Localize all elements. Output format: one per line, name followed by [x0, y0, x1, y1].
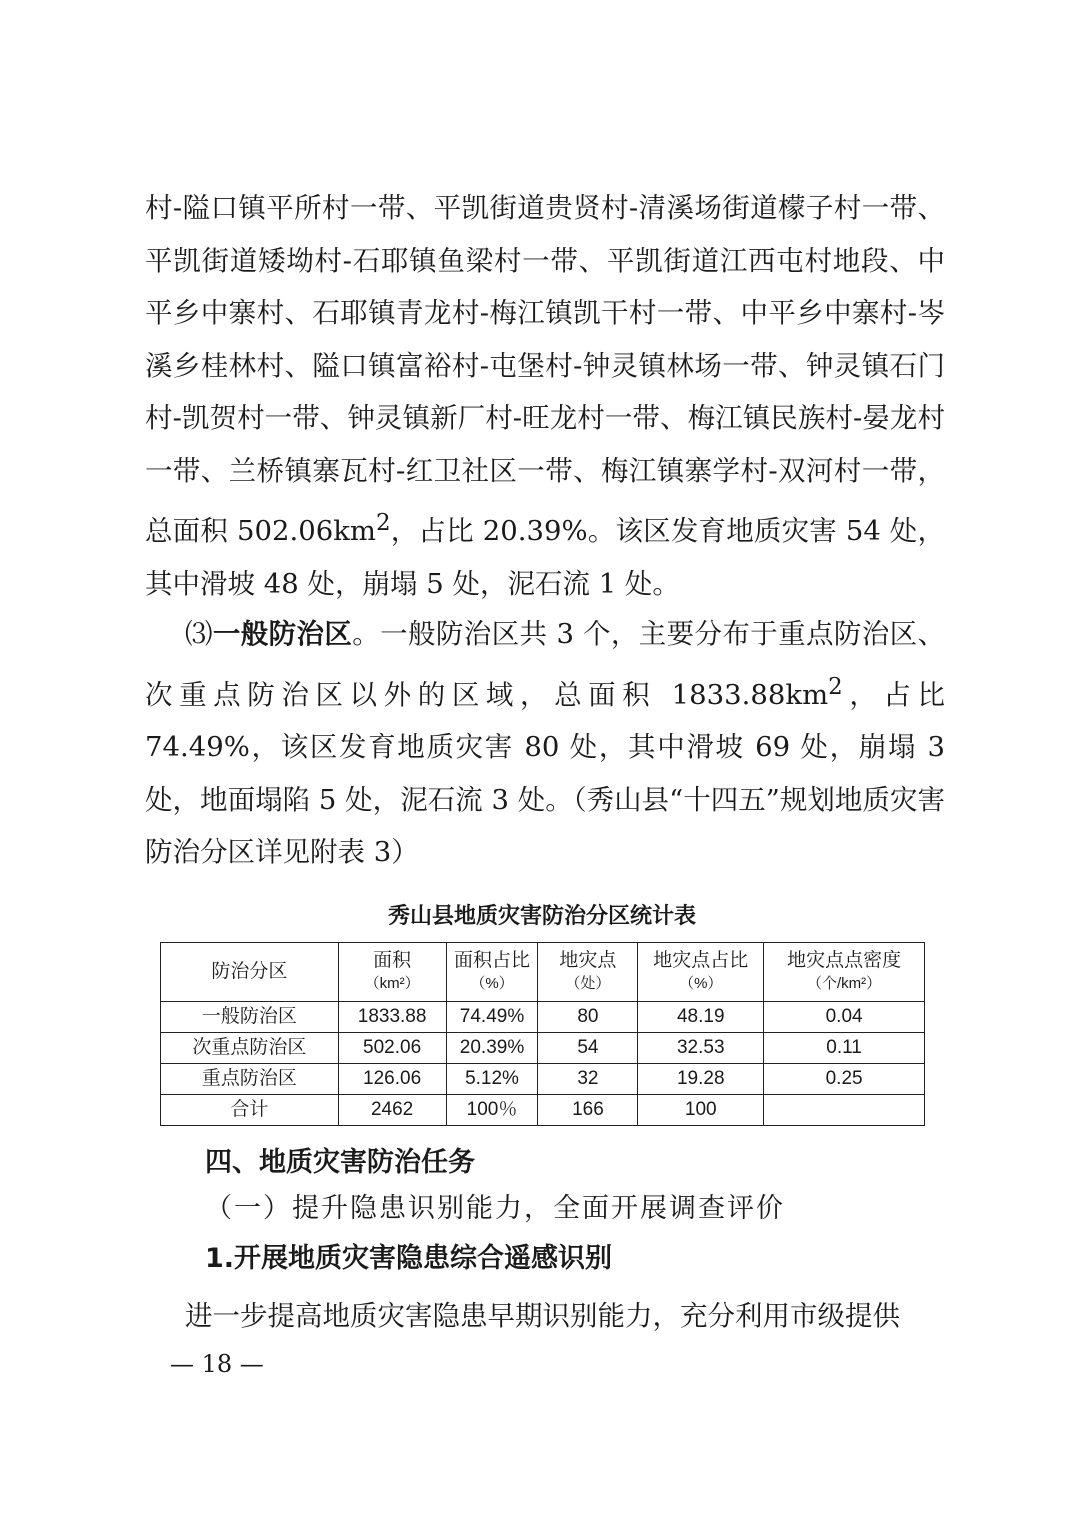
header-area: 面积 （km²） [338, 943, 446, 1002]
header-area-ratio: 面积占比 （%） [446, 943, 538, 1002]
table-cell: 0.11 [764, 1033, 925, 1064]
table-cell: 100 [638, 1095, 764, 1126]
paragraph-text: 进一步提高地质灾害隐患早期识别能力，充分利用市级提供 [185, 1300, 900, 1332]
table-cell: 166 [538, 1095, 638, 1126]
paragraph-secondary-zone [145, 182, 945, 610]
table-cell: 重点防治区 [161, 1064, 339, 1095]
list-marker: ⑶ [185, 618, 213, 650]
table-cell: 32 [538, 1064, 638, 1095]
paragraph-general-zone [145, 608, 945, 879]
table-cell: 54 [538, 1033, 638, 1064]
table-cell: 502.06 [338, 1033, 446, 1064]
table-row [161, 1033, 925, 1064]
table-row [161, 1002, 925, 1033]
table-cell: 100％ [446, 1095, 538, 1126]
header-hazard-density: 地灾点点密度 （个/km²） [764, 943, 925, 1002]
table-cell: 19.28 [638, 1064, 764, 1095]
table-cell: 次重点防治区 [161, 1033, 339, 1064]
paragraph-text: ，占比 20.39%。该区发育地质灾害 54 处，其中滑坡 48 处，崩塌 5 处，泥石流 1 处。 [145, 515, 945, 600]
table-cell: 48.19 [638, 1002, 764, 1033]
header-zone: 防治分区 [161, 943, 339, 1002]
header-hazard-ratio: 地灾点占比 （%） [638, 943, 764, 1002]
table-row-total [161, 1095, 925, 1126]
header-hazard-points: 地灾点 （处） [538, 943, 638, 1002]
table-cell: 80 [538, 1002, 638, 1033]
table-cell: 合计 [161, 1095, 339, 1126]
bold-term: 一般防治区 [212, 618, 353, 650]
table-cell [764, 1095, 925, 1126]
table-cell: 0.25 [764, 1064, 925, 1095]
superscript: 2 [828, 673, 843, 700]
table-cell: 32.53 [638, 1033, 764, 1064]
table-cell: 1833.88 [338, 1002, 446, 1033]
page-number: — 18 — [170, 1350, 264, 1378]
table-cell: 74.49% [446, 1002, 538, 1033]
subsubsection-heading: 1.开展地质灾害隐患综合遥感识别 [205, 1243, 613, 1274]
table-header-row [161, 943, 925, 1002]
table-cell: 一般防治区 [161, 1002, 339, 1033]
zoning-statistics-table [160, 942, 925, 1126]
subsection-heading: （一）提升隐患识别能力，全面开展调查评价 [205, 1193, 785, 1224]
table-cell: 5.12% [446, 1064, 538, 1095]
table-cell: 0.04 [764, 1002, 925, 1033]
table-row [161, 1064, 925, 1095]
table-cell: 20.39% [446, 1033, 538, 1064]
paragraph-text: 。一般防治区共 3 个，主要分布于重点防治区、次重点防治区以外的区域，总面积 1833.88km [145, 618, 946, 711]
section-heading: 四、地质灾害防治任务 [205, 1147, 475, 1178]
table-title: 秀山县地质灾害防治分区统计表 [387, 904, 696, 929]
superscript: 2 [375, 510, 391, 536]
paragraph-text: 村-隘口镇平所村一带、平凯街道贵贤村-清溪场街道檬子村一带、平凯街道矮坳村-石耶镇鱼梁村一带、平凯街道江西屯村地段、中平乡中寨村、石耶镇青龙村-梅江镇凯干村一带、中平乡中寨村-岑溪乡桂林村、隘口镇富裕村-屯堡村-钟灵镇林场一带、钟灵镇石门村-凯贺村一带、钟灵镇新厂村-旺龙村一带、梅江镇民族村-晏龙村一带、兰桥镇寨瓦村-红卫社区一带、梅江镇寨学村-双河村一带，总面积 502.06km [145, 192, 945, 548]
table-cell: 2462 [338, 1095, 446, 1126]
paragraph-text: ，占比 74.49%，该区发育地质灾害 80 处，其中滑坡 69 处，崩塌 3 处，地面塌陷 5 处，泥石流 3 处。（秀山县“十四五”规划地质灾害防治分区详见附表 3） [145, 678, 946, 869]
table-cell: 126.06 [338, 1064, 446, 1095]
